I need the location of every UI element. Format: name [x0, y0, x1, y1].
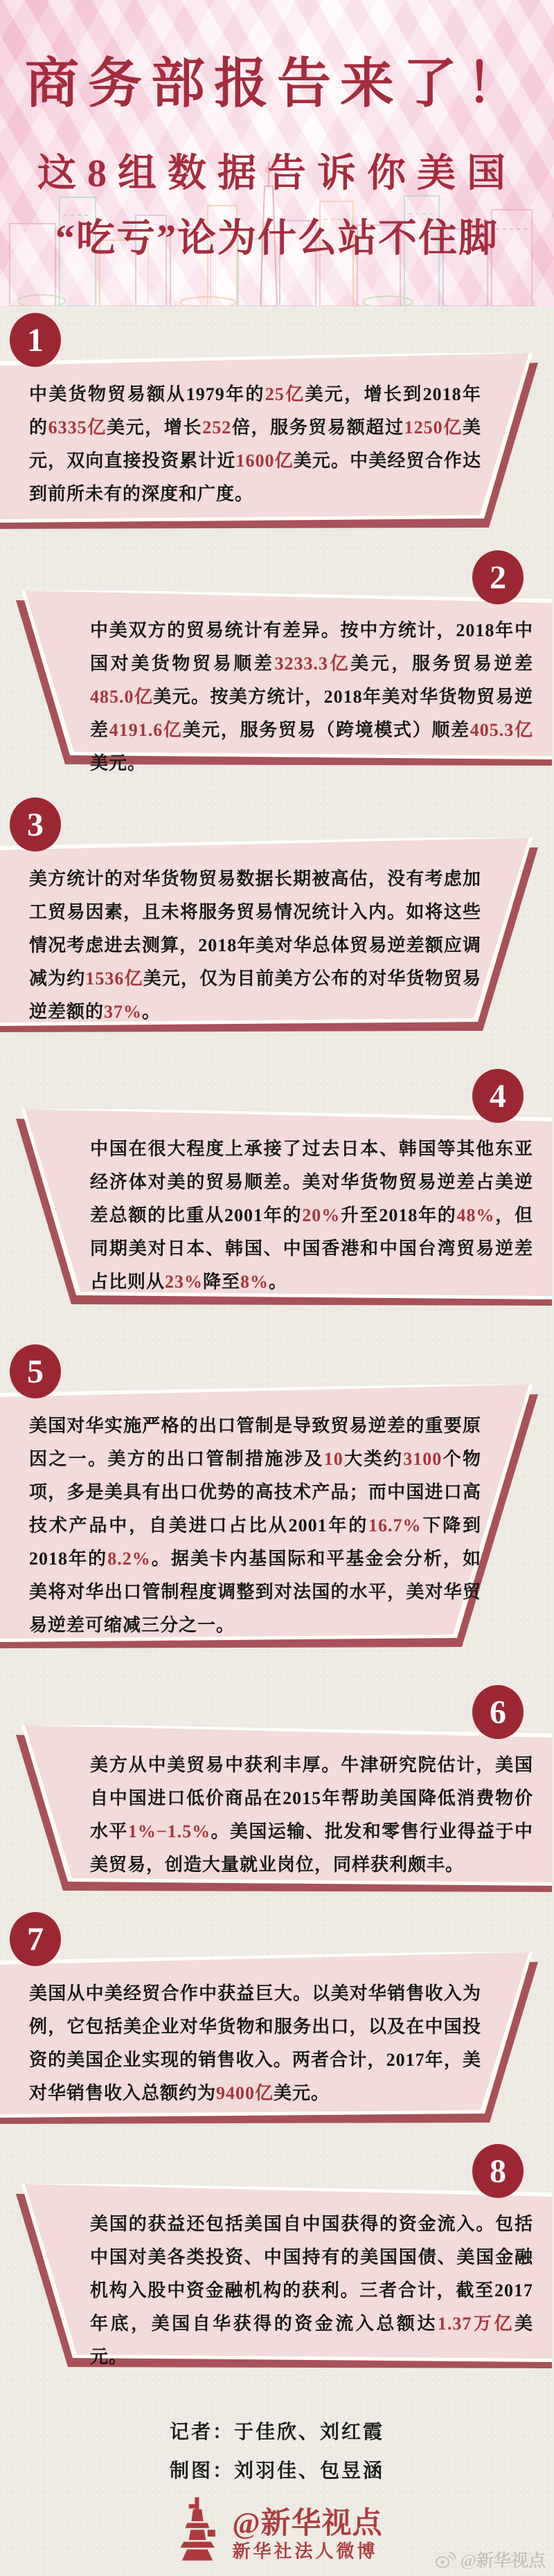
card-body-text: 美国从中美经贸合作中获益巨大。以美对华销售收入为例，它包括美企业对华货物和服务出口，以及在中国投资的美国企业实现的销售收入。两者合计，2017年，美对华销售收入总额约为9400亿美元。	[29, 1983, 481, 2103]
weibo-watermark	[434, 2547, 546, 2572]
card-number-badge: 1	[10, 313, 61, 367]
card-body-text: 中国在很大程度上承接了过去日本、韩国等其他东亚经济体对美的贸易顺差。美对华货物贸易逆差占美逆差总额的比重从2001年的20%升至2018年的48%，但同期美对日本、韩国、中国香港和中国台湾贸易逆差占比则从23%降至8%。	[90, 1139, 533, 1292]
card-number-badge: 5	[10, 1344, 61, 1398]
reporter-credit: 记者：于佳欣、刘红霞	[169, 2422, 384, 2443]
card-body-text: 中美双方的贸易统计有差异。按中方统计，2018年中国对美货物贸易顺差3233.3亿美元，服务贸易逆差485.0亿美元。按美方统计，2018年美对华货物贸易逆差4191.6亿美元，服务贸易（跨境模式）顺差405.3亿美元。	[90, 620, 533, 773]
designer-credit: 制图：刘羽佳、包昱涵	[169, 2460, 384, 2482]
logo-subtitle: 新华社法人微博	[232, 2541, 378, 2561]
xinhua-tower-icon	[172, 2497, 223, 2561]
info-card-7	[0, 1920, 554, 2127]
main-title: 商务部报告来了！	[24, 53, 529, 114]
card-body-text: 美国对华实施严格的出口管制是导致贸易逆差的重要原因之一。美方的出口管制措施涉及10大类约3100个物项，多是美具有出口优势的高技术产品；而中国进口高技术产品中，自美进口占比从2001年的16.7%下降到2018年的8.2%。据美卡内基国际和平基金会分析，如美将对华出口管制程度调整到对法国的水平，美对华贸易逆差可缩减三分之一。	[29, 1416, 481, 1635]
card-number-badge: 6	[472, 1685, 524, 1739]
subtitle-line-1: 这8组数据告诉你美国	[37, 152, 517, 195]
info-card-2	[0, 559, 554, 773]
card-body-text: 美方统计的对华货物贸易数据长期被高估，没有考虑加工贸易因素，且未将服务贸易情况统计入内。如将这些情况考虑进去测算，2018年美对华总体贸易逆差额应调减为约1536亿美元，仅为目前美方公布的对华货物贸易逆差额的37%。	[29, 869, 481, 1022]
info-card-4	[0, 1077, 554, 1308]
info-card-5	[0, 1353, 554, 1651]
card-body-text: 美方从中美贸易中获利丰厚。牛津研究院估计，美国自中国进口低价商品在2015年帮助美国降低消费物价水平1%−1.5%。美国运输、批发和零售行业得益于中美贸易，创造大量就业岗位，同样获利颇丰。	[90, 1755, 533, 1875]
card-number-badge: 2	[472, 550, 524, 604]
card-number-badge: 7	[10, 1912, 61, 1966]
card-number-badge: 3	[10, 798, 61, 852]
watermark-text: @新华视点	[460, 2552, 546, 2570]
weibo-icon	[434, 2550, 456, 2569]
info-card-3	[0, 806, 554, 1035]
info-card-1	[0, 321, 554, 532]
header	[0, 0, 554, 306]
card-list	[0, 306, 554, 2371]
card-body-text: 中美货物贸易额从1979年的25亿美元，增长到2018年的6335亿美元，增长252倍，服务贸易额超过1250亿美元，双向直接投资累计近1600亿美元。中美经贸合作达到前所未有的深度和广度。	[29, 384, 481, 504]
card-body-text: 美国的获益还包括美国自中国获得的资金流入。包括中国对美各类投资、中国持有的美国国债、美国金融机构入股中资金融机构的获利。三者合计，截至2017年底，美国自华获得的资金流入总额达1.37万亿美元。	[90, 2214, 533, 2367]
card-number-badge: 8	[472, 2144, 524, 2198]
logo-handle: @新华视点	[232, 2507, 383, 2540]
info-card-8	[0, 2152, 554, 2371]
footer	[0, 2371, 554, 2576]
subtitle-line-2: “吃亏”论为什么站不住脚	[55, 217, 499, 260]
card-number-badge: 4	[472, 1069, 524, 1123]
info-card-6	[0, 1693, 554, 1895]
